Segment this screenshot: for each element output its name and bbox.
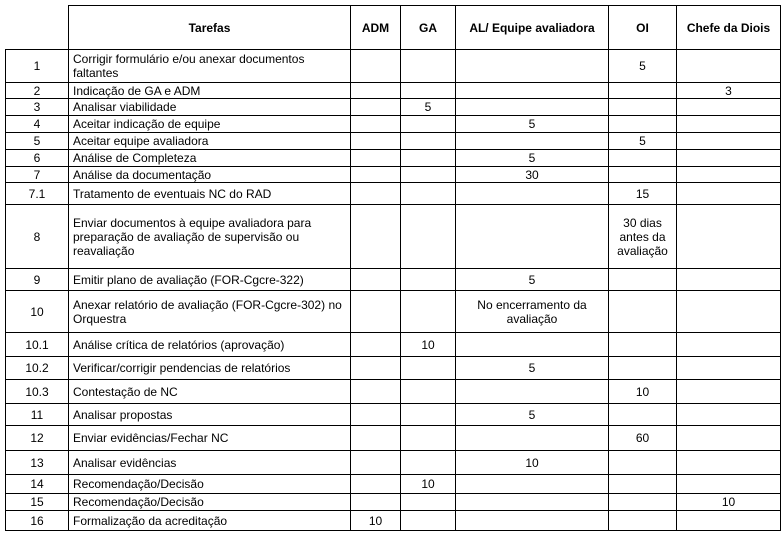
adm-days (351, 475, 401, 494)
ga-days: 10 (401, 475, 456, 494)
chefe-days (677, 99, 781, 116)
task-name: Corrigir formulário e/ou anexar documentos faltantes (69, 50, 351, 83)
task-id: 11 (6, 404, 69, 426)
header-row (6, 6, 781, 50)
al-days (456, 50, 609, 83)
task-name: Análise crítica de relatórios (aprovação) (69, 333, 351, 357)
oi-days (609, 494, 677, 511)
task-id: 13 (6, 451, 69, 475)
task-name: Enviar documentos à equipe avaliadora para preparação de avaliação de supervisão ou reavaliação (69, 205, 351, 269)
table-row (6, 205, 781, 269)
header-adm: ADM (351, 6, 401, 50)
al-days: 10 (456, 451, 609, 475)
oi-days: 5 (609, 133, 677, 150)
table-row (6, 494, 781, 511)
adm-days (351, 404, 401, 426)
task-name: Analisar viabilidade (69, 99, 351, 116)
task-id: 2 (6, 83, 69, 99)
table-row (6, 50, 781, 83)
oi-days (609, 291, 677, 333)
table-row (6, 475, 781, 494)
table-row (6, 511, 781, 531)
adm-days (351, 291, 401, 333)
task-deadline-table (5, 5, 781, 531)
al-days (456, 511, 609, 531)
header-ga: GA (401, 6, 456, 50)
task-name: Aceitar indicação de equipe (69, 116, 351, 133)
chefe-days (677, 269, 781, 291)
task-id: 5 (6, 133, 69, 150)
adm-days (351, 133, 401, 150)
ga-days (401, 511, 456, 531)
ga-days (401, 404, 456, 426)
ga-days (401, 380, 456, 404)
oi-days: 5 (609, 50, 677, 83)
task-name: Recomendação/Decisão (69, 494, 351, 511)
ga-days (401, 494, 456, 511)
adm-days (351, 150, 401, 167)
chefe-days (677, 475, 781, 494)
task-name: Análise de Completeza (69, 150, 351, 167)
al-days (456, 494, 609, 511)
table-row (6, 99, 781, 116)
adm-days (351, 426, 401, 451)
table-row (6, 357, 781, 380)
task-id: 7.1 (6, 183, 69, 205)
adm-days: 10 (351, 511, 401, 531)
oi-days: 30 dias antes da avaliação (609, 205, 677, 269)
task-id: 12 (6, 426, 69, 451)
oi-days (609, 475, 677, 494)
task-id: 1 (6, 50, 69, 83)
adm-days (351, 99, 401, 116)
al-days: 5 (456, 357, 609, 380)
task-id: 8 (6, 205, 69, 269)
task-name: Enviar evidências/Fechar NC (69, 426, 351, 451)
oi-days (609, 269, 677, 291)
adm-days (351, 116, 401, 133)
chefe-days (677, 426, 781, 451)
chefe-days (677, 511, 781, 531)
chefe-days (677, 451, 781, 475)
table-row (6, 269, 781, 291)
oi-days (609, 451, 677, 475)
chefe-days (677, 167, 781, 183)
task-id: 14 (6, 475, 69, 494)
ga-days (401, 150, 456, 167)
oi-days: 60 (609, 426, 677, 451)
al-days (456, 133, 609, 150)
oi-days (609, 150, 677, 167)
chefe-days (677, 183, 781, 205)
task-id: 15 (6, 494, 69, 511)
task-id: 9 (6, 269, 69, 291)
oi-days (609, 333, 677, 357)
adm-days (351, 380, 401, 404)
oi-days: 15 (609, 183, 677, 205)
al-days: 5 (456, 150, 609, 167)
al-days (456, 205, 609, 269)
adm-days (351, 167, 401, 183)
table-row (6, 83, 781, 99)
table-row (6, 183, 781, 205)
chefe-days (677, 50, 781, 83)
task-name: Formalização da acreditação (69, 511, 351, 531)
task-id: 10 (6, 291, 69, 333)
oi-days (609, 404, 677, 426)
task-name: Análise da documentação (69, 167, 351, 183)
al-days: No encerramento da avaliação (456, 291, 609, 333)
task-id: 10.1 (6, 333, 69, 357)
chefe-days (677, 380, 781, 404)
adm-days (351, 83, 401, 99)
task-id: 7 (6, 167, 69, 183)
al-days (456, 99, 609, 116)
adm-days (351, 269, 401, 291)
ga-days: 5 (401, 99, 456, 116)
table-row (6, 380, 781, 404)
ga-days (401, 451, 456, 475)
table-row (6, 404, 781, 426)
ga-days (401, 269, 456, 291)
task-name: Anexar relatório de avaliação (FOR-Cgcre-302) no Orquestra (69, 291, 351, 333)
table-row (6, 133, 781, 150)
task-name: Recomendação/Decisão (69, 475, 351, 494)
chefe-days (677, 116, 781, 133)
chefe-days (677, 357, 781, 380)
adm-days (351, 451, 401, 475)
task-name: Aceitar equipe avaliadora (69, 133, 351, 150)
table-row (6, 451, 781, 475)
ga-days (401, 205, 456, 269)
ga-days (401, 116, 456, 133)
header-oi: OI (609, 6, 677, 50)
ga-days (401, 50, 456, 83)
chefe-days (677, 291, 781, 333)
oi-days (609, 116, 677, 133)
oi-days (609, 99, 677, 116)
oi-days (609, 83, 677, 99)
task-name: Indicação de GA e ADM (69, 83, 351, 99)
header-al: AL/ Equipe avaliadora (456, 6, 609, 50)
chefe-days (677, 333, 781, 357)
header-tarefas: Tarefas (69, 6, 351, 50)
task-id: 10.2 (6, 357, 69, 380)
table-row (6, 167, 781, 183)
adm-days (351, 494, 401, 511)
al-days: 5 (456, 404, 609, 426)
task-id: 6 (6, 150, 69, 167)
ga-days (401, 291, 456, 333)
task-id: 16 (6, 511, 69, 531)
header-blank (6, 6, 69, 50)
task-name: Verificar/corrigir pendencias de relatórios (69, 357, 351, 380)
al-days: 5 (456, 269, 609, 291)
table-row (6, 291, 781, 333)
header-chefe: Chefe da Diois (677, 6, 781, 50)
ga-days (401, 426, 456, 451)
al-days: 5 (456, 116, 609, 133)
ga-days (401, 183, 456, 205)
al-days (456, 83, 609, 99)
oi-days (609, 167, 677, 183)
task-id: 3 (6, 99, 69, 116)
adm-days (351, 205, 401, 269)
adm-days (351, 357, 401, 380)
al-days (456, 380, 609, 404)
ga-days (401, 133, 456, 150)
task-name: Emitir plano de avaliação (FOR-Cgcre-322) (69, 269, 351, 291)
task-id: 4 (6, 116, 69, 133)
adm-days (351, 50, 401, 83)
oi-days (609, 511, 677, 531)
chefe-days (677, 205, 781, 269)
table-row (6, 426, 781, 451)
ga-days (401, 357, 456, 380)
task-name: Tratamento de eventuais NC do RAD (69, 183, 351, 205)
table-row (6, 116, 781, 133)
table-row (6, 333, 781, 357)
chefe-days (677, 404, 781, 426)
al-days: 30 (456, 167, 609, 183)
al-days (456, 426, 609, 451)
chefe-days: 3 (677, 83, 781, 99)
oi-days: 10 (609, 380, 677, 404)
adm-days (351, 333, 401, 357)
chefe-days (677, 150, 781, 167)
table-row (6, 150, 781, 167)
chefe-days: 10 (677, 494, 781, 511)
oi-days (609, 357, 677, 380)
ga-days (401, 83, 456, 99)
chefe-days (677, 133, 781, 150)
al-days (456, 333, 609, 357)
ga-days: 10 (401, 333, 456, 357)
task-id: 10.3 (6, 380, 69, 404)
ga-days (401, 167, 456, 183)
task-name: Analisar evidências (69, 451, 351, 475)
adm-days (351, 183, 401, 205)
al-days (456, 475, 609, 494)
task-name: Contestação de NC (69, 380, 351, 404)
al-days (456, 183, 609, 205)
task-name: Analisar propostas (69, 404, 351, 426)
